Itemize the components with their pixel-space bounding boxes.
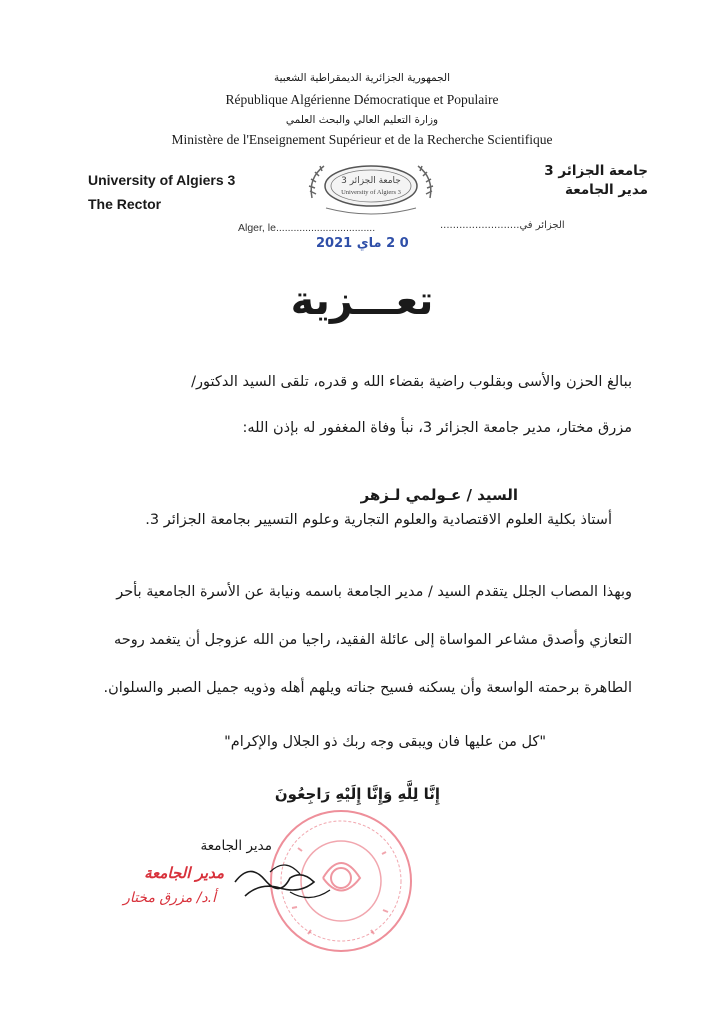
deceased-name: السيد / عـولمي لـزهر: [360, 486, 518, 504]
republic-french: République Algérienne Démocratique et Populaire: [225, 92, 499, 107]
handwritten-signature: [230, 852, 340, 912]
logo-text-en: University of Algiers 3: [341, 189, 401, 196]
rector-ar: مدير الجامعة: [565, 182, 648, 198]
place-date-ar: الجزائر في.........................: [440, 220, 565, 231]
paragraph-2-line-2: التعازي وأصدق مشاعر المواساة إلى عائلة الفقيد، راجيا من الله عزوجل أن يتغمد روحه: [113, 632, 632, 648]
quran-quote: "كل من عليها فان ويبقى وجه ربك ذو الجلال والإكرام": [224, 734, 546, 750]
stamp-name: أ.د/ مزرق مختار: [123, 890, 216, 906]
university-name-en: University of Algiers 3: [88, 172, 236, 188]
ministry-french: Ministère de l'Enseignement Supérieur et de la Recherche Scientifique: [171, 132, 553, 147]
paragraph-2-line-3: الطاهرة برحمته الواسعة وأن يسكنه فسيح جناته ويلهم أهله وذويه جميل الصبر والسلوان.: [103, 680, 632, 696]
paragraph-1-line-2: مزرق مختار، مدير جامعة الجزائر 3، نبأ وفاة المغفور له بإذن الله:: [242, 420, 632, 436]
university-name-ar: جامعة الجزائر 3: [544, 163, 648, 179]
republic-arabic: الجمهورية الجزائرية الديمقراطية الشعبية: [273, 72, 451, 84]
paragraph-2-line-1: وبهذا المصاب الجلل يتقدم السيد / مدير الجامعة باسمه ونيابة عن الأسرة الجامعية بأحر: [116, 584, 632, 600]
paragraph-1-line-1: ببالغ الحزن والأسى وبقلوب راضية بقضاء الله و قدره، تلقى السيد الدكتور/: [191, 374, 632, 390]
rector-en: The Rector: [88, 196, 162, 212]
deceased-title: أستاذ بكلية العلوم الاقتصادية والعلوم التجارية وعلوم التسيير بجامعة الجزائر 3.: [145, 512, 612, 528]
quran-verse: إِنَّا لِلَّهِ وَإِنَّا إِلَيْهِ رَاجِعُونَ: [274, 785, 440, 803]
ministry-arabic: وزارة التعليم العالي والبحث العلمي: [285, 114, 439, 126]
date-stamp: 0 2 ماي 2021: [316, 236, 409, 251]
place-date-fr: Alger, le..................................: [238, 222, 376, 234]
signature-title: مدير الجامعة: [200, 838, 272, 854]
document-title: تعـــزية: [290, 278, 434, 324]
university-logo: [306, 158, 436, 220]
logo-text-ar: جامعة الجزائر 3: [341, 176, 401, 186]
stamp-title: مدير الجامعة: [144, 864, 224, 882]
